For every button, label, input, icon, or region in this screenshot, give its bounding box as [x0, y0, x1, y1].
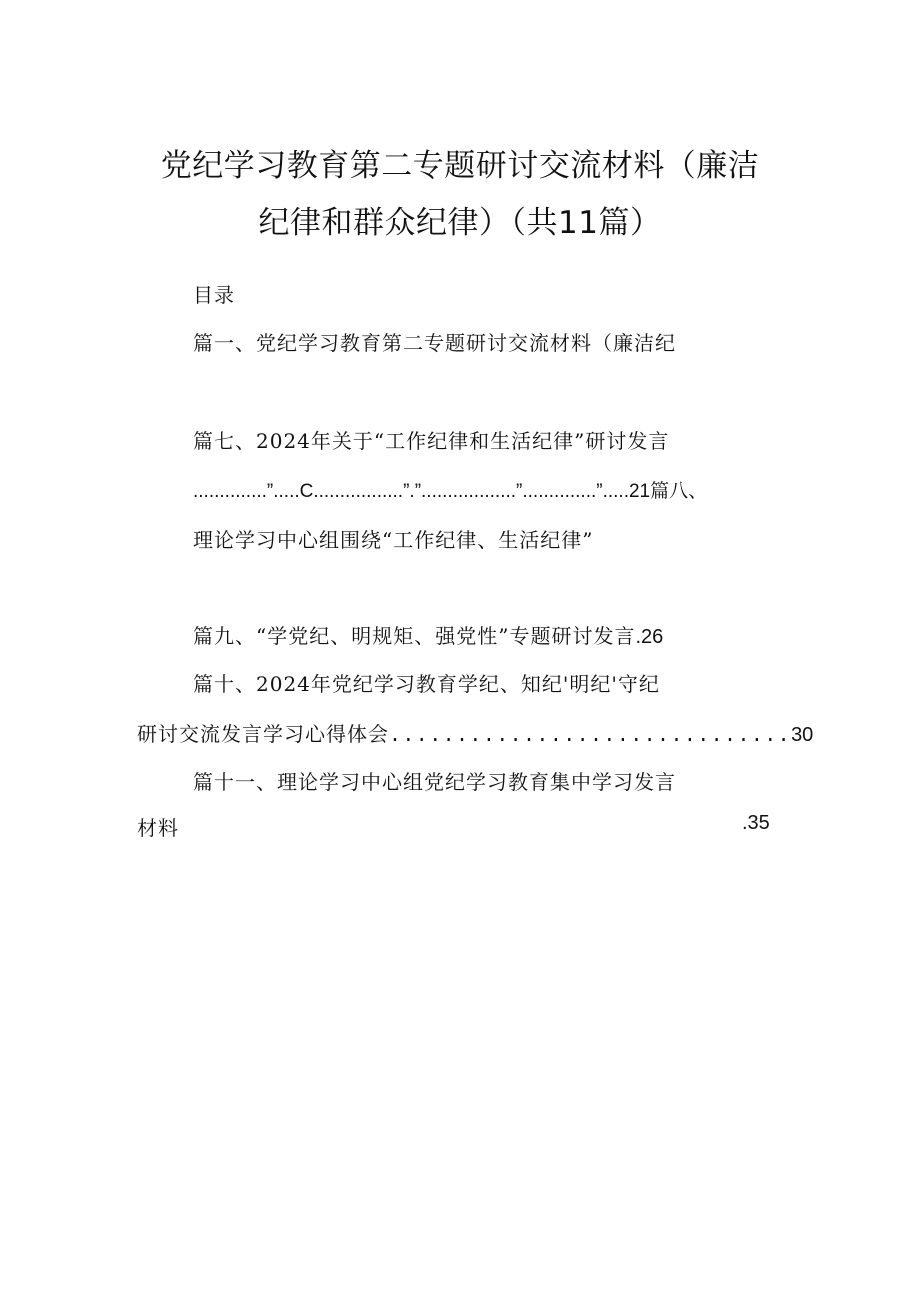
toc-entry-9-page: .26	[635, 626, 664, 648]
toc-entry-7[interactable]: 篇七、2024年关于“工作纪律和生活纪律”研讨发言	[193, 429, 670, 453]
document-title-line-1: 党纪学习教育第二专题研讨交流材料（廉洁	[160, 148, 760, 184]
toc-entry-10-text: 研讨交流发言学习心得体会	[137, 722, 389, 746]
toc-leader-line[interactable]: ..............”.....C.................”.”..................”..............”.....21篇八、	[193, 481, 708, 502]
toc-entry-10-page: 30	[791, 724, 814, 746]
toc-heading: 目录	[193, 283, 235, 307]
toc-entry-11-page: .35	[742, 812, 770, 834]
toc-entry-11-continued[interactable]: 材料	[137, 816, 179, 840]
toc-entry-11[interactable]: 篇十一、理论学习中心组党纪学习教育集中学习发言	[193, 770, 676, 794]
toc-entry-8[interactable]: 理论学习中心组围绕“工作纪律、生活纪律”	[193, 528, 594, 552]
toc-entry-1[interactable]: 篇一、党纪学习教育第二专题研讨交流材料（廉洁纪	[193, 331, 676, 355]
toc-entry-10-continued[interactable]	[137, 718, 813, 748]
toc-entry-9[interactable]	[193, 620, 663, 649]
toc-entry-9-text: 篇九、“学党纪、明规矩、强党性”专题研讨发言	[193, 624, 636, 648]
document-title-line-2: 纪律和群众纪律）（共11篇）	[258, 205, 662, 241]
toc-entry-10[interactable]: 篇十、2024年党纪学习教育学纪、知纪'明纪'守纪	[193, 672, 660, 696]
toc-entry-10-leader: ..............................	[389, 725, 792, 748]
